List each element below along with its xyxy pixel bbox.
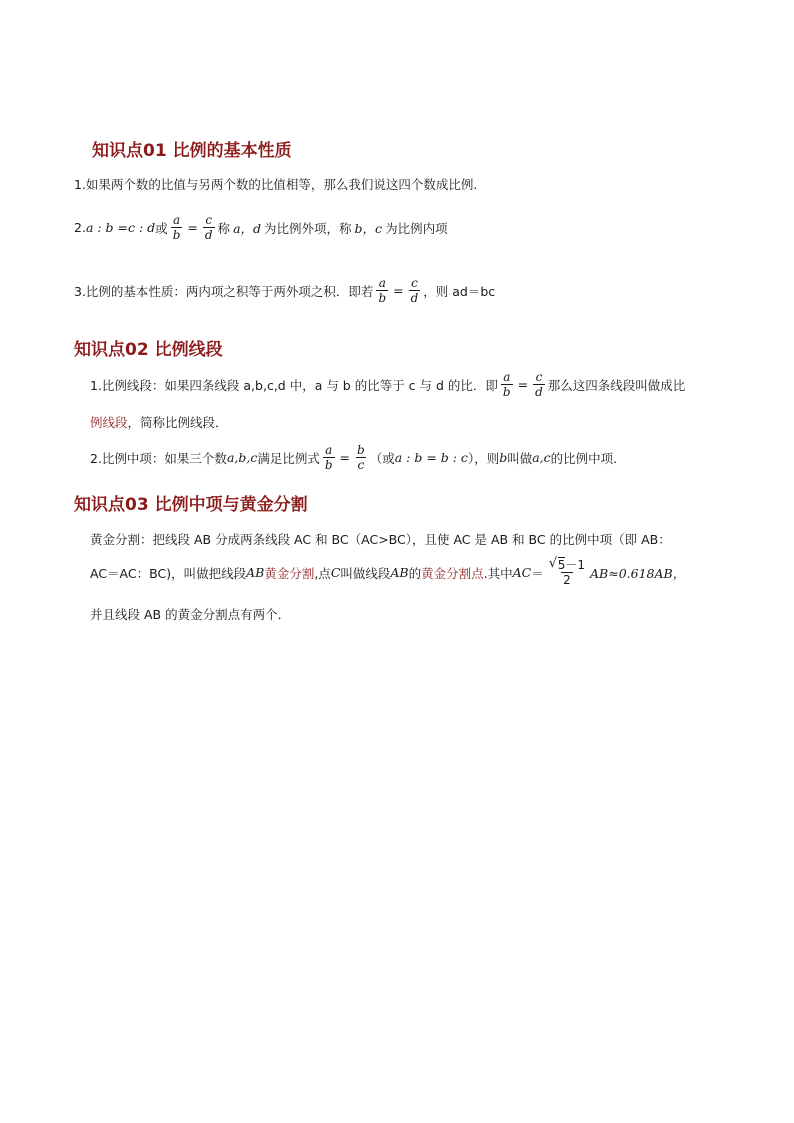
- section-heading-2: 知识点02 比例线段: [74, 340, 223, 360]
- equals-sign: =: [187, 220, 198, 235]
- sqrt-symbol: [549, 558, 566, 572]
- text: 叫做: [507, 450, 533, 466]
- numerator: a: [503, 370, 511, 384]
- denominator: d: [410, 291, 419, 305]
- numerator: c: [411, 276, 418, 290]
- minus-one: －1: [565, 558, 586, 572]
- text: 叫做线段: [340, 565, 391, 581]
- text: 2.比例中项：如果三个数: [90, 450, 227, 466]
- text: AB≈0.618AB，: [590, 565, 686, 581]
- text: AC＝AC：BC)，叫做把线段: [90, 565, 247, 581]
- numerator: c: [535, 370, 543, 384]
- denominator: b: [172, 228, 181, 242]
- denominator: b: [502, 385, 511, 399]
- ratio-expression: a : b = b : c: [394, 450, 468, 465]
- text: 的比例中项.: [550, 450, 618, 466]
- text: 1.比例线段：如果四条线段 a,b,c,d 中，a 与 b 的比等于 c 与 d 的比．即: [90, 377, 498, 393]
- highlight-term: 黄金分割: [264, 565, 315, 581]
- text: 那么这四条线段叫做成比: [547, 377, 686, 393]
- text: ,点: [314, 565, 331, 581]
- section-heading-3: 知识点03 比例中项与黄金分割: [74, 495, 308, 515]
- fraction-a-over-b: [323, 443, 335, 472]
- text: 称: [217, 220, 231, 236]
- fraction-golden-ratio: [547, 558, 587, 587]
- term-ac: AC: [512, 565, 532, 580]
- term-ab: AB: [390, 565, 409, 580]
- equals-sign: =: [393, 283, 404, 298]
- paragraph-1-1: 1.如果两个数的比值与另两个数的比值相等，那么我们说这四个数成比例.: [74, 177, 478, 192]
- term-abc: a,b,c: [226, 450, 258, 465]
- paragraph-3-3: 并且线段 AB 的黄金分割点有两个．: [90, 607, 291, 622]
- fraction-a-over-b: [376, 276, 388, 305]
- text: ），则: [467, 450, 500, 466]
- highlight-term: 例线段: [90, 415, 128, 430]
- denominator: b: [324, 458, 333, 472]
- text: ＝: [531, 565, 544, 581]
- text: 3.比例的基本性质：两内项之积等于两外项之积．即若: [74, 283, 374, 299]
- equals-sign: =: [517, 377, 529, 392]
- term-ac: a,c: [532, 450, 551, 465]
- paragraph-1-3: [74, 276, 495, 305]
- numerator: a: [325, 443, 333, 457]
- paragraph-2-1: [90, 370, 685, 399]
- text: ，简称比例线段．: [127, 415, 228, 430]
- fraction-c-over-d: [203, 213, 215, 242]
- fraction-c-over-d: [409, 276, 421, 305]
- text: ，则 ad＝bc: [423, 283, 496, 299]
- ratio-expression: a : b =c : d: [85, 220, 156, 235]
- text: 为比例外项，称: [264, 220, 352, 236]
- term-ad: a，d: [233, 220, 262, 236]
- term-bc: b，c: [354, 220, 383, 236]
- text: 为比例内项: [385, 220, 448, 236]
- fraction-a-over-b: [171, 213, 183, 242]
- numerator: a: [172, 213, 181, 227]
- denominator: d: [535, 385, 543, 399]
- highlight-term: 黄金分割点: [421, 565, 484, 581]
- text: .其中: [483, 565, 513, 581]
- text: （或: [369, 450, 395, 466]
- paragraph-2-2: [90, 443, 617, 472]
- connector-text: 或: [155, 220, 168, 236]
- radicand: 5: [557, 558, 566, 572]
- denominator: c: [357, 458, 365, 472]
- term-ab: AB: [246, 565, 265, 580]
- fraction-b-over-c: [355, 443, 367, 472]
- paragraph-1-2: [74, 213, 448, 242]
- paragraph-3-1: 黄金分割：把线段 AB 分成两条线段 AC 和 BC（AC>BC），且使 AC 是 AB 和 BC 的比例中项（即 AB：: [90, 532, 671, 547]
- denominator: 2: [563, 573, 571, 587]
- numerator: [547, 558, 587, 572]
- section-heading-1: 知识点01 比例的基本性质: [92, 141, 292, 161]
- denominator: b: [378, 291, 387, 305]
- numerator: c: [205, 213, 213, 227]
- numerator: b: [357, 443, 365, 457]
- fraction-a-over-b: [501, 370, 513, 399]
- text: 的: [408, 565, 422, 581]
- term-b: b: [499, 450, 508, 465]
- paragraph-3-2: [90, 558, 685, 587]
- numerator: a: [378, 276, 386, 290]
- item-prefix: 2.: [74, 220, 86, 235]
- fraction-c-over-d: [533, 370, 545, 399]
- text: 满足比例式: [257, 450, 320, 466]
- paragraph-2-1-cont: [90, 413, 228, 431]
- denominator: d: [204, 228, 213, 242]
- term-c: C: [330, 565, 341, 580]
- equals-sign: =: [339, 450, 351, 465]
